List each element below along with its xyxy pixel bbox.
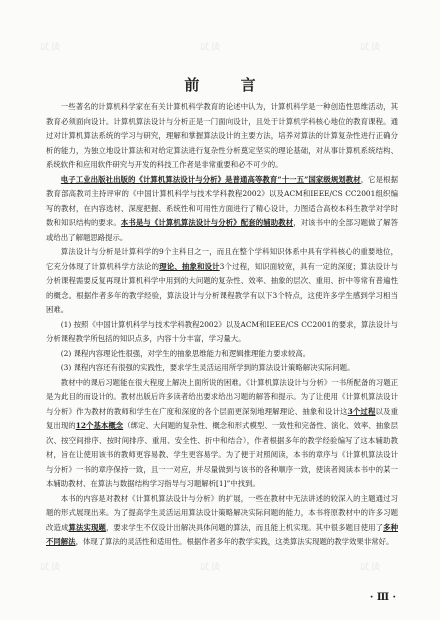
text-run: 电子工业出版社出版的《计算机算法设计与分析》是普通高等教育“十一五”国家级规划教材: [60, 174, 361, 184]
text-run: 本书的内容是对教材《计算机算法设计与分析》的扩展，一些在教材中无法讲述的较深入的主题通过习题的形式展现出来。为了提高学生灵活运用算法设计策略解决实际问题的能力，本书将原教材中的许多习题改造成: [46, 493, 398, 532]
text-run: (2) 课程内容理论性很强，对学生的抽象思维能力和逻辑推理能力要求较高。: [60, 348, 311, 358]
text-run: ，对该书中的全部习题做了解答或给出了解题思路提示。: [46, 218, 398, 242]
paragraph: [46, 361, 398, 376]
watermark: 试读: [200, 43, 223, 53]
text-run: 算法设计与分析是计算科学的9个主科目之一，而且在整个学科知识体系中具有学科核心的重要地位，它充分体现了计算机科学方法论的: [46, 247, 398, 271]
watermark: 试读: [40, 43, 63, 53]
page-title: 前 言: [184, 76, 274, 94]
text-run: （绑定、大问题的复杂性、概念和形式模型、一致性和完备性、演化、效率、抽象层次、按空间排序、按时间排序、重用、安全性、折中和结合），作者根据多年的教学经验编写了这本辅助教材，旨在让使用该书的教师更容易教、学生更容易学。为了便于对照阅读，本书的章序与《计算机算法设计与分析》一书的章序保持一致，且一一对应，并尽量做到与该书的各种顺序一致，使读者阅读本书中的某一本辅助教材、在算法与数据结构学习指导与习题解析[1]”中找到。: [46, 421, 398, 488]
paragraph: [46, 376, 398, 492]
watermark: 试读: [40, 563, 63, 573]
paragraph: [46, 347, 398, 362]
text-run: 理论、抽象和设计: [159, 261, 220, 271]
paragraph: [46, 492, 398, 550]
paragraph: [46, 100, 398, 173]
watermark: 试读: [360, 43, 383, 53]
text-run: ，要求学生不仅设计出解决具体问题的算法，而且能上机实现。其中很多题目使用了: [105, 522, 384, 532]
text-run: ，它是根据教育部高教司主持评审的《中国计算机科学与技术学科教程2002》以及ACM和IEEE/CS CC2001组织编写的教材，在内容选材、深度把握、系统性和可用性方面进行了精心设计，力图适合高校本科生教学对学时数和知识结构的要求。: [46, 174, 398, 227]
text-run: 算法实现题: [68, 522, 106, 532]
paragraph: [46, 173, 398, 246]
text-run: 3个过程: [347, 406, 376, 416]
text-run: 一些著名的计算机科学家在有关计算机科学教育的论述中认为，计算机科学是一种创造性思维活动，其教育必须面向设计。计算机算法设计与分析正是一门面向设计，且处于计算机学科核心地位的教育课程。通过对计算机算法系统的学习与研究，理解和掌握算法设计的主要方法，培养对算法的计算复杂性进行正确分析的能力，为独立地设计算法和对给定算法进行复杂性分析奠定坚实的理论基础，对从事计算机系统结构、系统软件和应用软件研究与开发的科技工作者是非常重要和必不可少的。: [46, 102, 398, 169]
text-run: 教材中的课后习题能在很大程度上解决上面所说的困难。《计算机算法设计与分析》一书所配备的习题正是为此目的而设计的。教材出版后许多读者给出要求给出习题的解答和提示。为了让使用《计算机算法设计与分析》作为教材的教师和学生在广度和深度的各个层面更深刻地理解理论、抽象和设计这: [46, 377, 398, 416]
paragraph: [46, 245, 398, 318]
text-run: (3) 课程内容还有很强的实践性，要求学生灵活运用所学到的算法设计策略解决实际问题。: [60, 363, 355, 372]
watermark: 试读: [360, 563, 383, 573]
text-run: 3个过程，知识面较宽，具有一定的深度；算法设计与分析课程需要反复再现计算机科学中用到的大问题的复杂性、效率、抽象的层次、重用、折中等常有普遍性的概念。根据作者多年的教学经验，算法设计与分析课程教学有以下3个特点，这使许多学生感到学习相当困难。: [46, 261, 398, 314]
body-text: [46, 100, 398, 550]
watermark: 试读: [200, 563, 223, 573]
paragraph: [46, 318, 398, 347]
text-run: 12个基本概念: [75, 421, 124, 430]
text-run: ，体现了算法的灵活性和适用性。根据作者多年的教学实践，这类算法实现题的教学效果非常好。: [75, 537, 394, 546]
text-run: (1) 按照《中国计算机科学与技术学科教程2002》以及ACM和IEEE/CS CC2001的要求，算法设计与分析课程教学所包括的知识点多，内容十分丰富，学习量大。: [46, 319, 398, 343]
text-run: 多种不同解法: [46, 522, 398, 546]
text-run: 以及重复出现的: [46, 406, 398, 430]
text-run: 本书是与《计算机算法设计与分析》配套的辅助教材: [120, 218, 294, 227]
page-number: · Ⅲ ·: [369, 592, 396, 603]
